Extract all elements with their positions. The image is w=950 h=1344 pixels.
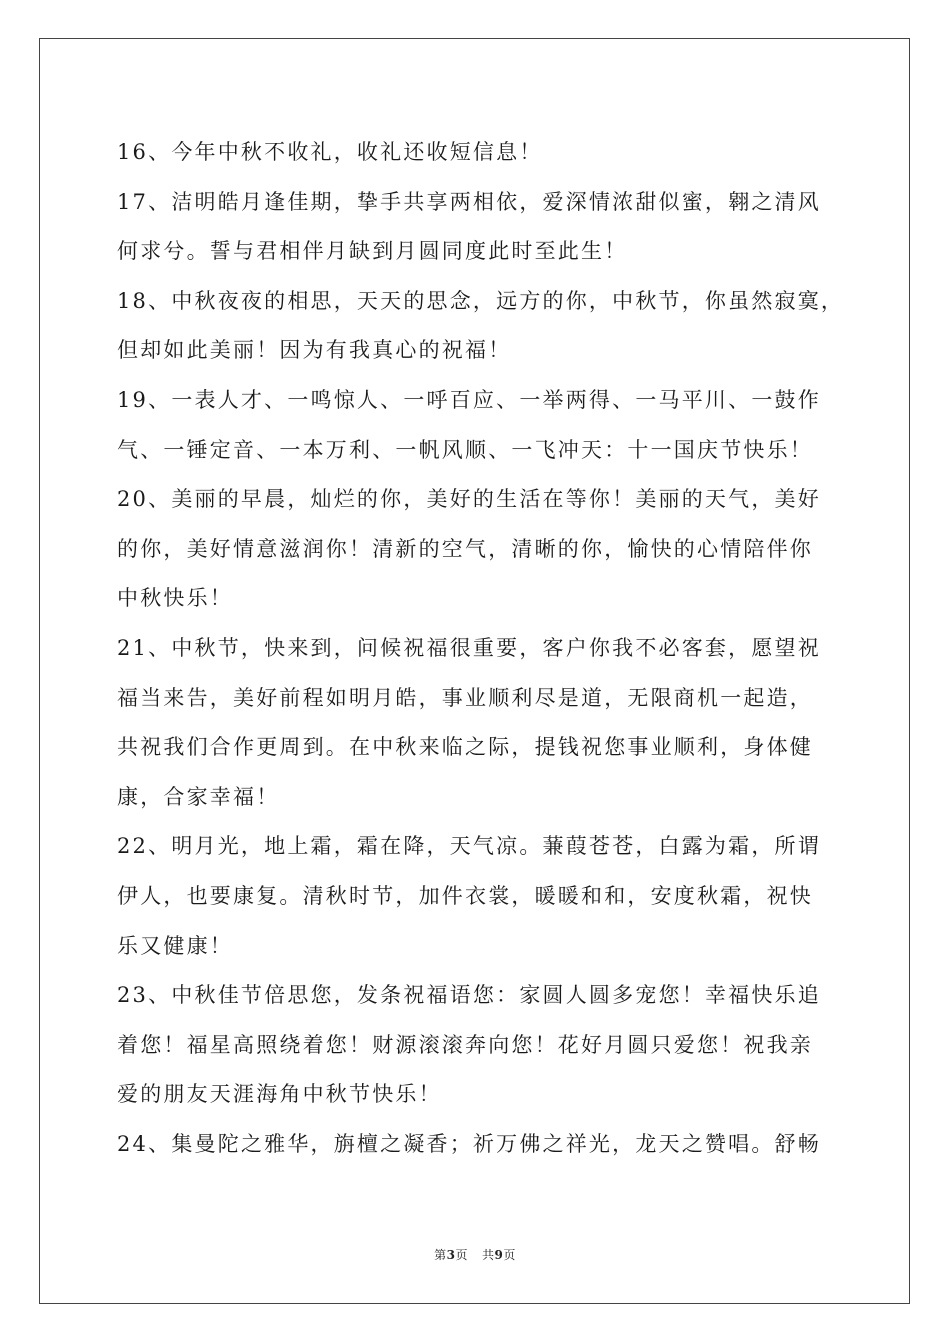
list-item: [117, 1120, 833, 1170]
text-line: 19、一表人才、一鸣惊人、一呼百应、一举两得、一马平川、一鼓作: [117, 387, 821, 412]
page-number-prefix: 第: [434, 1248, 447, 1262]
list-item: [117, 822, 833, 971]
text-line: 的你，美好情意滋润你！清新的空气，清晰的你，愉快的心情陪伴你: [117, 536, 813, 561]
page-number-suffix: 页: [455, 1248, 468, 1262]
text-line: 18、中秋夜夜的相思，天天的思念，远方的你，中秋节，你虽然寂寞，: [117, 288, 845, 313]
text-line: 22、明月光，地上霜，霜在降，天气凉。蒹葭苍苍，白露为霜，所谓: [117, 834, 821, 859]
text-line: 何求兮。誓与君相伴月缺到月圆同度此时至此生！: [117, 239, 628, 264]
page-total: 9: [494, 1248, 504, 1262]
text-line: 23、中秋佳节倍思您，发条祝福语您：家圆人圆多宠您！幸福快乐追: [117, 983, 821, 1008]
text-line: 乐又健康！: [117, 933, 233, 958]
page-total-prefix: 共: [482, 1248, 495, 1262]
list-item: [117, 971, 833, 1120]
text-line: 16、今年中秋不收礼，收礼还收短信息！: [117, 140, 543, 164]
page-total-suffix: 页: [503, 1248, 516, 1262]
page-number-current: 3: [446, 1248, 456, 1262]
text-line: 共祝我们合作更周到。在中秋来临之际，提钱祝您事业顺利，身体健: [117, 735, 813, 760]
document-body: [117, 128, 845, 1169]
text-line: 着您！福星高照绕着您！财源滚滚奔向您！花好月圆只爱您！祝我亲: [117, 1032, 813, 1057]
list-item: [117, 277, 845, 376]
list-item: [117, 475, 833, 624]
text-line: 20、美丽的早晨，灿烂的你，美好的生活在等你！美丽的天气，美好: [117, 487, 821, 512]
text-line: 康，合家幸福！: [117, 784, 280, 809]
text-line: 24、集曼陀之雅华，旃檀之凝香；祈万佛之祥光，龙天之赞唱。舒畅: [117, 1131, 821, 1156]
text-line: 福当来告，美好前程如明月皓，事业顺利尽是道，无限商机一起造，: [117, 685, 813, 710]
text-line: 但却如此美丽！因为有我真心的祝福！: [117, 338, 512, 363]
list-item: [117, 376, 833, 475]
text-line: 爱的朋友天涯海角中秋节快乐！: [117, 1082, 442, 1107]
text-line: 17、洁明皓月逢佳期，挚手共享两相依，爱深情浓甜似蜜，翱之清风: [117, 189, 821, 214]
text-line: 21、中秋节，快来到，问候祝福很重要，客户你我不必客套，愿望祝: [117, 635, 821, 660]
text-line: 伊人，也要康复。清秋时节，加件衣裳，暖暖和和，安度秋霜，祝快: [117, 883, 813, 908]
list-item: [117, 128, 833, 178]
text-line: 中秋快乐！: [117, 586, 233, 611]
page-footer: [0, 1246, 950, 1263]
list-item: [117, 178, 833, 277]
text-line: 气、一锤定音、一本万利、一帆风顺、一飞冲天：十一国庆节快乐！: [117, 437, 813, 462]
list-item: [117, 624, 833, 822]
